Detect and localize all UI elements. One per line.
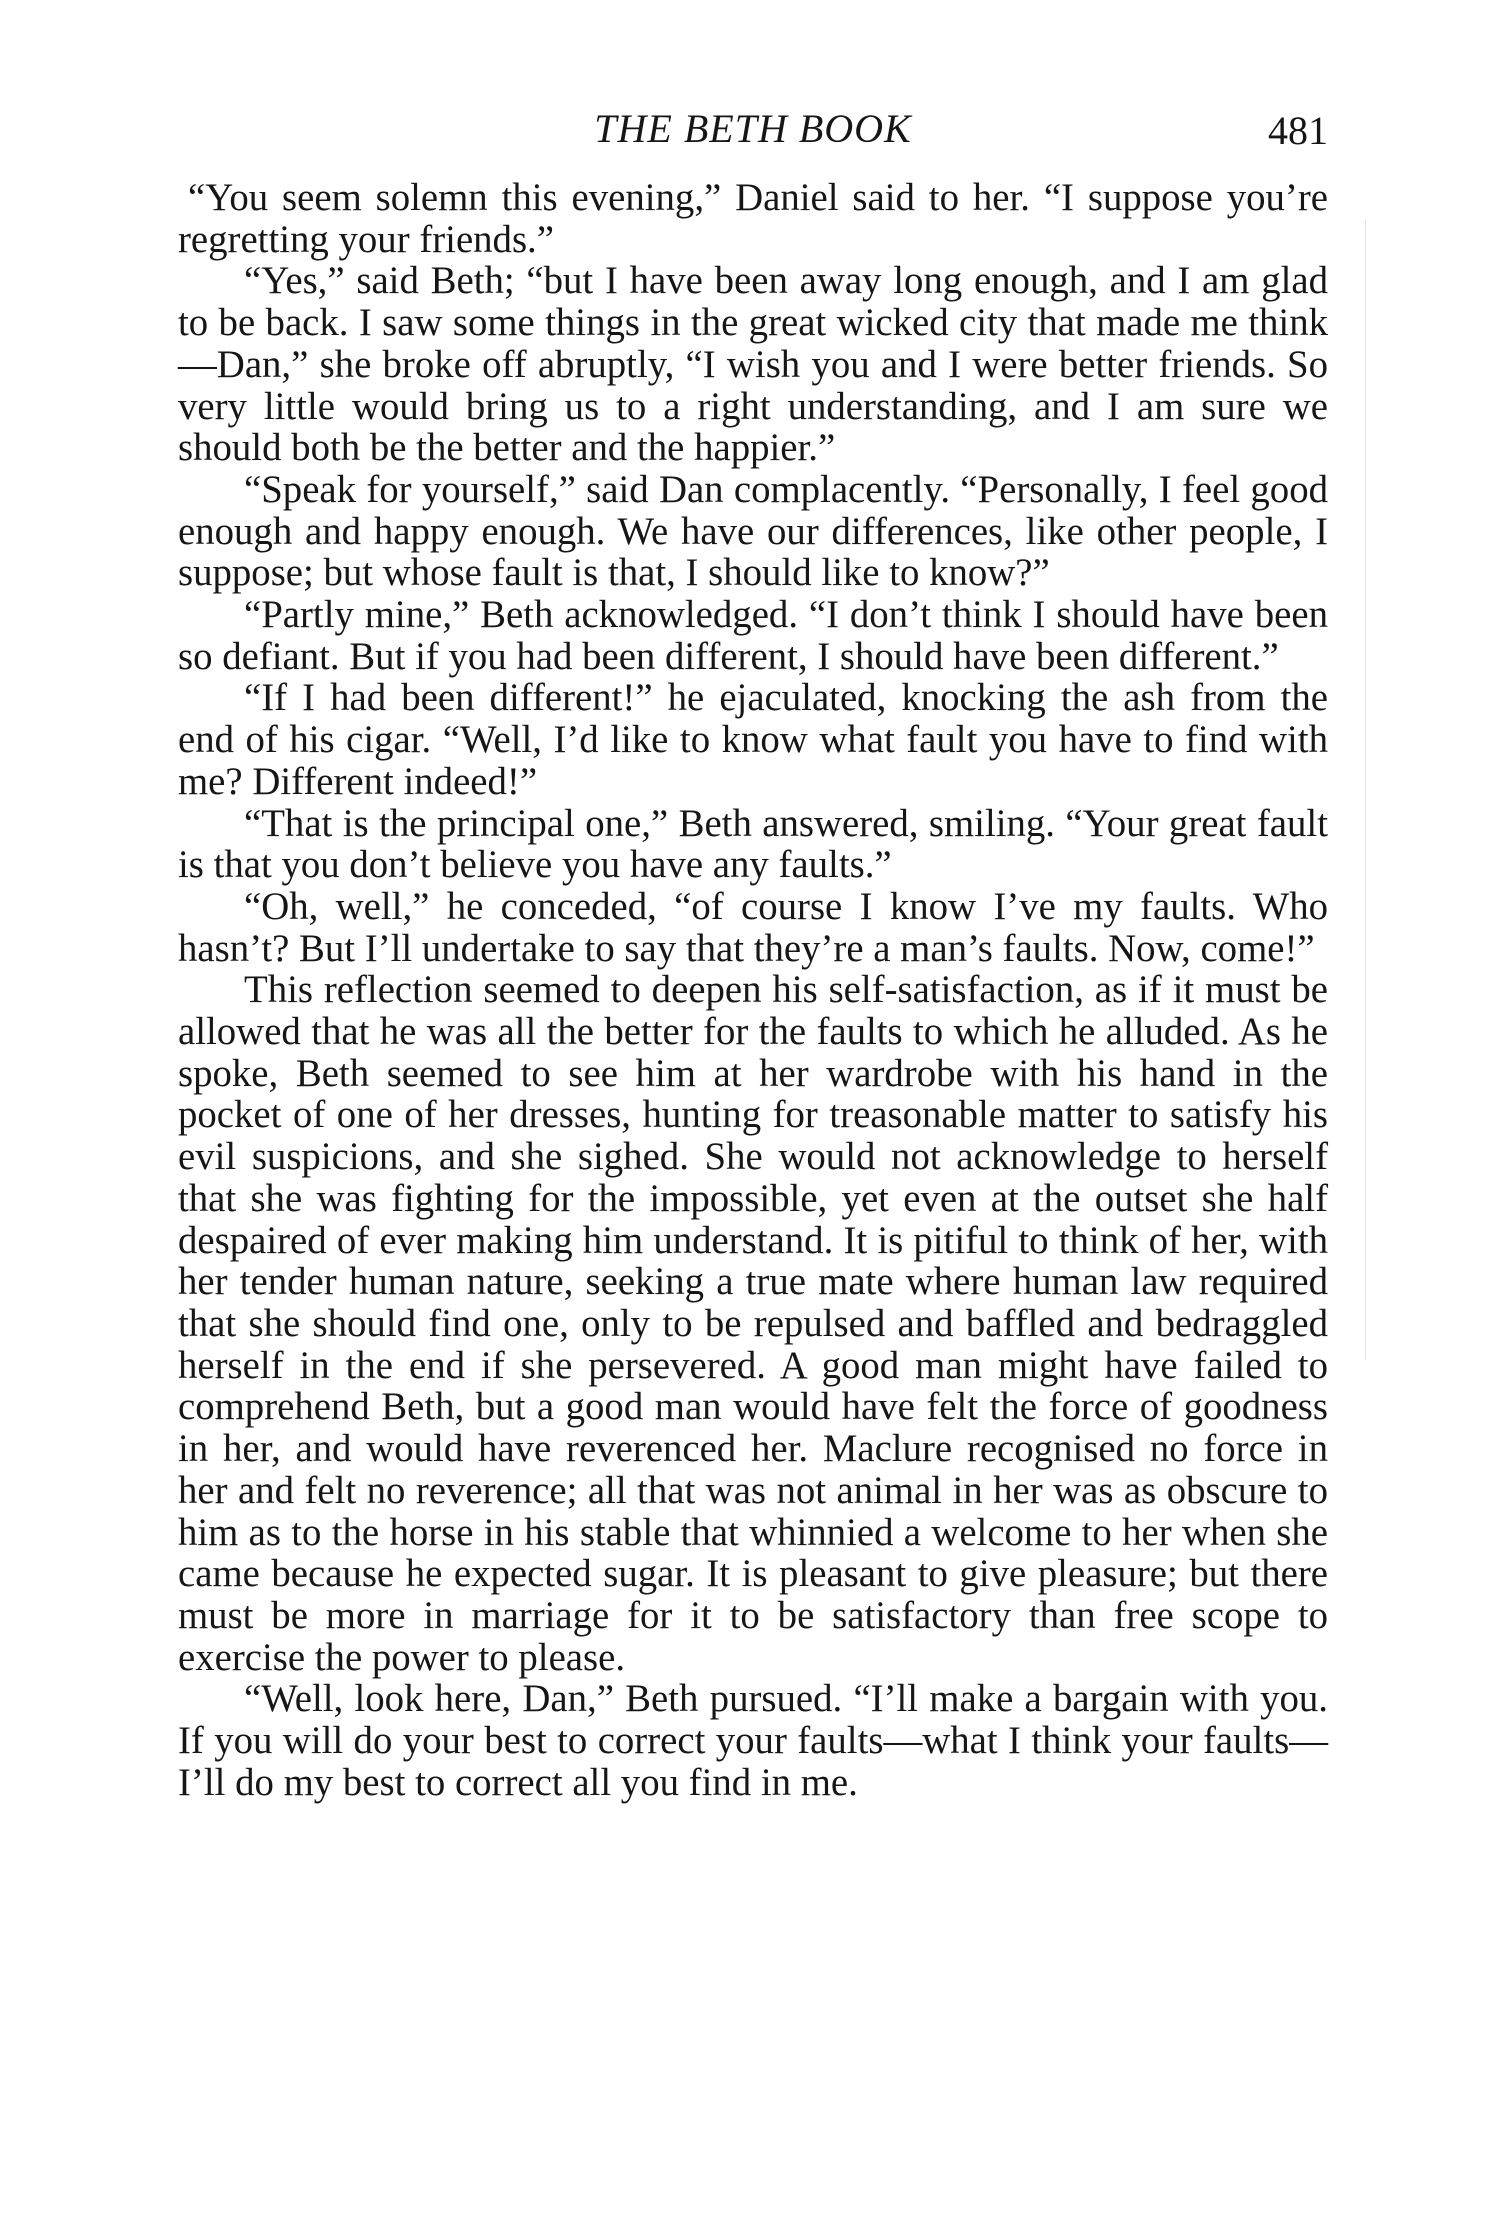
paragraph-2: “Yes,” said Beth; “but I have been away long enough, and I am glad to be back. I saw some things in the great wicked city that made me think—Dan,” she broke off abruptly, “I wish you and I were better friends. So very little would bring us to a right understanding, and I am sure we should both be the better and the happier.” — [178, 259, 1328, 470]
body-text — [178, 177, 1328, 1803]
paragraph-3: “Speak for yourself,” said Dan complacently. “Personally, I feel good enough and happy enough. We have our differences, like other people, I suppose; but whose fault is that, I should like to know?” — [178, 467, 1328, 595]
scan-edge-mark — [1365, 220, 1366, 1360]
paragraph-4: “Partly mine,” Beth acknowledged. “I don’t think I should have been so defiant. But if you had been different, I should have been different.” — [178, 593, 1328, 678]
running-header — [178, 105, 1328, 167]
page-number: 481 — [1268, 108, 1328, 153]
book-page — [178, 105, 1328, 1803]
paragraph-7: “Oh, well,” he conceded, “of course I know I’ve my faults. Who hasn’t? But I’ll undertake to say that they’re a man’s faults. Now, come!” — [178, 884, 1328, 970]
running-title: THE BETH BOOK — [594, 106, 912, 151]
paragraph-9: “Well, look here, Dan,” Beth pursued. “I’ll make a bargain with you. If you will do your best to correct your faults—what I think your faults—I’ll do my best to correct all you find in me. — [178, 1677, 1328, 1804]
paragraph-8: This reflection seemed to deepen his self-satisfaction, as if it must be allowed that he was all the better for the faults to which he alluded. As he spoke, Beth seemed to see him at her wardrobe with his hand in the pocket of one of her dresses, hunting for treasonable matter to satisfy his evil suspicions, and she sighed. She would not acknowledge to herself that she was fighting for the impossible, yet even at the outset she half despaired of ever making him understand. It is pitiful to think of her, with her tender human nature, seeking a true mate where human law required that she should find one, only to be repulsed and baffled and bedraggled herself in the end if she persevered. A good man might have failed to comprehend Beth, but a good man would have felt the force of goodness in her, and would have reverenced her. Maclure recognised no force in her and felt no reverence; all that was not animal in her was as obscure to him as to the horse in his stable that whinnied a welcome to her when she came because he expected sugar. It is pleasant to give pleasure; but there must be more in marriage for it to be satisfactory than free scope to exercise the power to please. — [178, 968, 1328, 1679]
paragraph-6: “That is the principal one,” Beth answered, smiling. “Your great fault is that you don’t believe you have any faults.” — [178, 801, 1328, 887]
paragraph-1: “You seem solemn this evening,” Daniel said to her. “I suppose you’re regretting your friends.” — [178, 176, 1328, 261]
paragraph-5: “If I had been different!” he ejaculated, knocking the ash from the end of his cigar. “Well, I’d like to know what fault you have to find with me? Different indeed!” — [178, 676, 1328, 803]
